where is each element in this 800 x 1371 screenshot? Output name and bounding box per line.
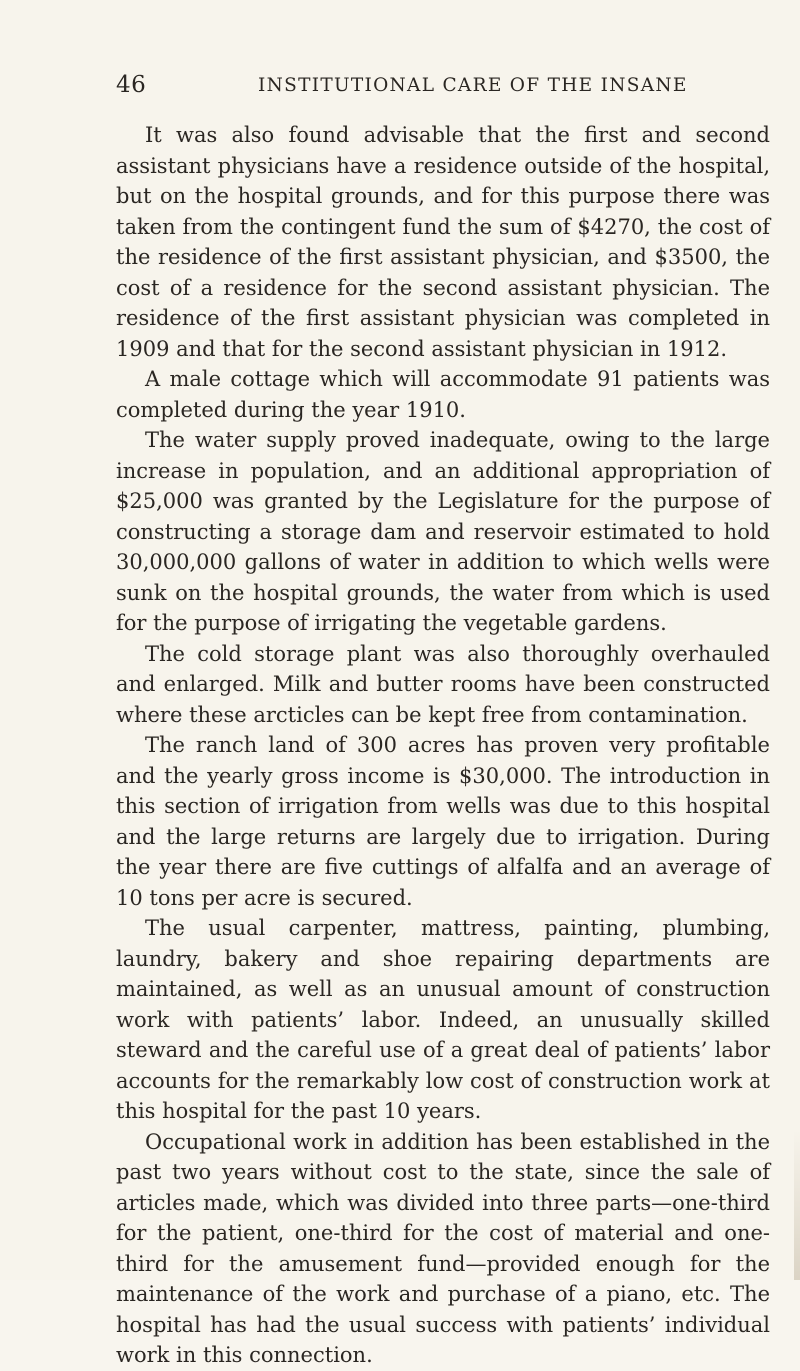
paragraph-departments: The usual carpenter, mattress, painting, plumbing, laundry, bakery and shoe repairing departments are maintained, as well as an unusual amount of construction work with patients’ labor. Indeed, an unusually skilled steward and the careful use of a great deal of patients’ labor accounts for the remarkably low cost of construction work at this hospital for the past 10 years. [116, 916, 770, 1123]
paragraph-water-supply: The water supply proved inadequate, owing to the large increase in population, and an additional appropriation of $25,000 was granted by the Legislature for the purpose of constructing a storage dam and reservoir estimated to hold 30,000,000 gallons of water in addition to which wells were sunk on the hospital grounds, the water from which is used for the purpose of irrigating the vegetable gardens. [116, 428, 770, 635]
page-header [116, 72, 716, 102]
body-text [116, 120, 770, 1371]
paragraph-cold-storage: The cold storage plant was also thoroughly overhauled and enlarged. Milk and butter rooms have been constructed where these arcticles can be kept free from contamination. [116, 641, 770, 727]
page-number: 46 [116, 72, 147, 98]
page-edge-shading [794, 1130, 800, 1280]
paragraph-male-cottage: A male cottage which will accommodate 91 patients was completed during the year 1910. [116, 367, 770, 422]
paragraph-residences: It was also found advisable that the first and second assistant physicians have a residence outside of the hospital, but on the hospital grounds, and for this purpose there was taken from the contingent fund the sum of $4270, the cost of the residence of the first assistant physician, and $3500, the cost of a residence for the second assistant physician. The residence of the first assistant physician was completed in 1909 and that for the second assistant physician in 1912. [116, 123, 770, 361]
paragraph-ranch-land: The ranch land of 300 acres has proven very profitable and the yearly gross income is $30,000. The introduction in this section of irrigation from wells was due to this hospital and the large returns are largely due to irrigation. During the year there are five cuttings of alfalfa and an average of 10 tons per acre is secured. [116, 733, 770, 910]
paragraph-occupational-work: Occupational work in addition has been established in the past two years without cost to the state, since the sale of articles made, which was divided into three parts—one-third for the patient, one-third for the cost of material and one-third for the amusement fund—provided enough for the maintenance of the work and purchase of a piano, etc. The hospital has had the usual success with patients’ individual work in this connection. [116, 1129, 770, 1367]
running-head: INSTITUTIONAL CARE OF THE INSANE [258, 75, 688, 96]
